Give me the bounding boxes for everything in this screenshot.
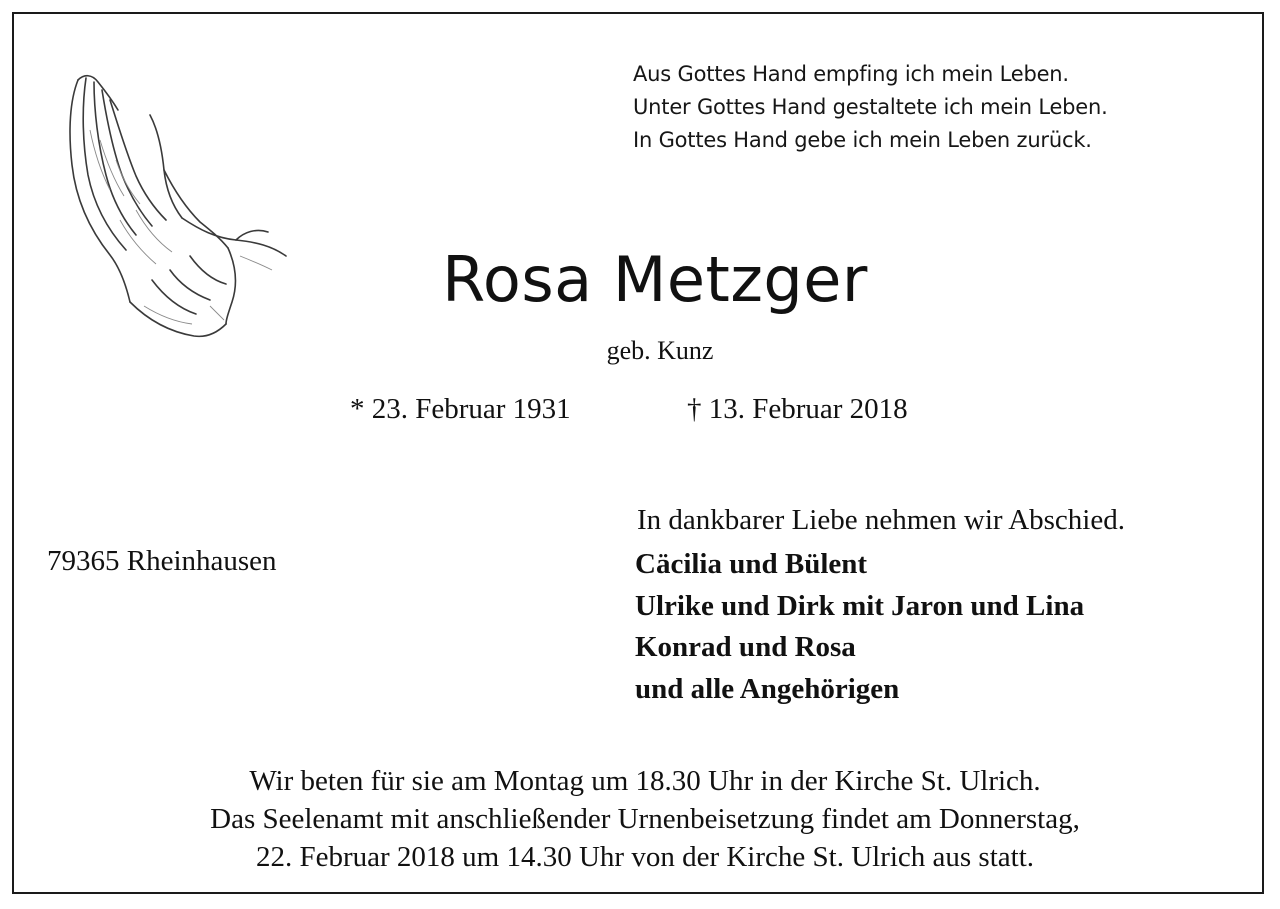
mourner-name: Konrad und Rosa — [635, 631, 856, 663]
service-line: Wir beten für sie am Montag um 18.30 Uhr in der Kirche St. Ulrich. — [249, 765, 1041, 797]
verse-line: Unter Gottes Hand gestaltete ich mein Leben. — [633, 95, 1108, 119]
verse-line: Aus Gottes Hand empfing ich mein Leben. — [633, 62, 1069, 86]
praying-hands-icon — [60, 70, 300, 350]
verse-line: In Gottes Hand gebe ich mein Leben zurück. — [633, 128, 1092, 152]
mourner-name: Cäcilia und Bülent — [635, 548, 868, 580]
maiden-name: geb. Kunz — [606, 336, 714, 365]
service-line: 22. Februar 2018 um 14.30 Uhr von der Kirche St. Ulrich aus statt. — [255, 841, 1035, 873]
mourner-name: Ulrike und Dirk mit Jaron und Lina — [635, 589, 1085, 622]
deceased-name: Rosa Metzger — [442, 243, 868, 316]
mourners-list — [635, 544, 1084, 710]
mourner-name: und alle Angehörigen — [635, 672, 900, 705]
service-line: Das Seelenamt mit anschließender Urnenbeisetzung findet am Donnerstag, — [210, 803, 1080, 835]
residence-location: 79365 Rheinhausen — [47, 545, 277, 577]
service-details — [40, 762, 1250, 876]
birth-date: * 23. Februar 1931 — [350, 393, 571, 425]
farewell-line: In dankbarer Liebe nehmen wir Abschied. — [637, 504, 1125, 536]
bible-verse — [633, 58, 1233, 157]
death-date: † 13. Februar 2018 — [687, 393, 908, 425]
